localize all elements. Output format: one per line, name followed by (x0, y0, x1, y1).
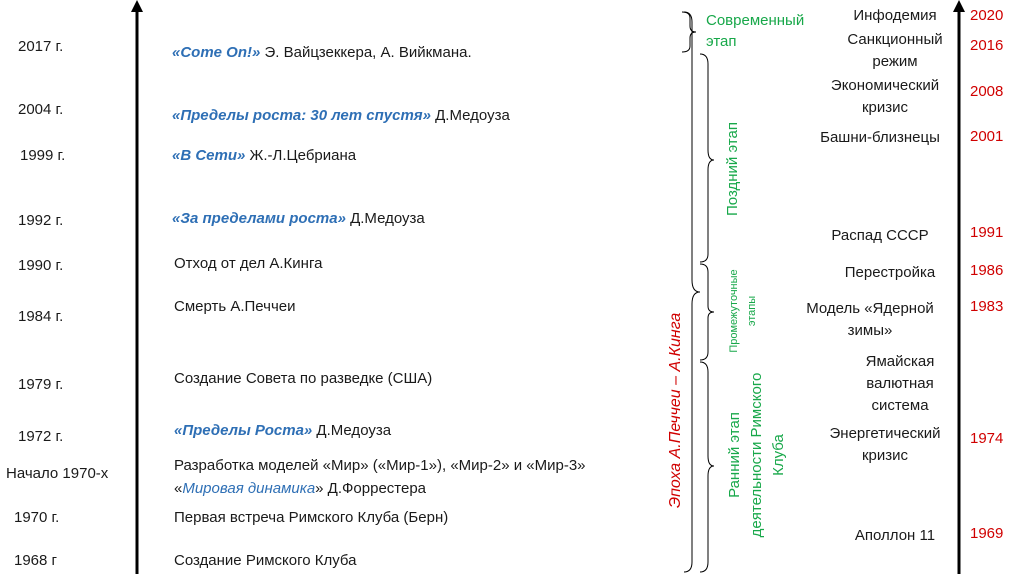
world-event: Ямайская валютная система (865, 353, 935, 414)
year-label: 1979 г. (18, 376, 64, 393)
modern-stage-label: Современный этап (706, 12, 805, 50)
book-title: «В Сети» (172, 147, 246, 164)
event-text: Разработка моделей «Мир» («Мир-1»), «Мир-2» и «Мир-3» (174, 457, 586, 474)
book-title: «Come On!» (172, 44, 261, 61)
event-text (172, 210, 425, 227)
era-label: Эпоха А.Печчеи – А.Кинга (667, 312, 684, 508)
quote-open: « (174, 480, 183, 497)
event-text: Смерть А.Печчеи (174, 298, 296, 315)
world-event: Санкционный режим (847, 31, 943, 70)
event-text (172, 44, 472, 61)
year-label: 2004 г. (18, 101, 64, 118)
era-brace (684, 12, 700, 572)
year-label: 1968 г (14, 552, 58, 569)
world-event: Башни-близнецы (820, 129, 940, 146)
event-text: Отход от дел А.Кинга (174, 255, 323, 272)
event-text (174, 480, 426, 497)
world-event: Инфодемия (853, 7, 937, 24)
late-stage-label: Поздний этап (724, 122, 741, 216)
world-event-year: 2020 (970, 7, 1004, 24)
event-text (172, 147, 356, 164)
year-label: Начало 1970-х (6, 465, 109, 482)
book-title: «Пределы Роста» (174, 422, 313, 439)
book-title: «Пределы роста: 30 лет спустя» (172, 107, 431, 124)
event-rest: Д.Медоуза (430, 107, 510, 124)
world-event-year: 2008 (970, 83, 1004, 100)
event-text: Создание Римского Клуба (174, 552, 357, 569)
modern-brace (682, 12, 696, 52)
early-stage-label: Ранний этап деятельности Римского Клуба (726, 372, 787, 538)
early-brace (700, 362, 714, 572)
world-event-year: 1986 (970, 262, 1004, 279)
event-rest: Д.Медоуза (345, 210, 425, 227)
year-label: 1970 г. (14, 509, 60, 526)
world-event-year: 1983 (970, 298, 1004, 315)
event-rest: Э. Вайцзеккера, А. Вийкмана. (260, 44, 472, 61)
intermediate-brace (700, 264, 714, 360)
event-text: Первая встреча Римского Клуба (Берн) (174, 509, 449, 526)
late-brace (700, 54, 714, 262)
world-event-year: 2001 (970, 128, 1004, 145)
event-rest: Ж.-Л.Цебриана (245, 147, 357, 164)
book-title: Мировая динамика (182, 480, 316, 497)
intermediate-stage-label: Промежуточные этапы (728, 269, 758, 353)
event-rest: » Д.Форрестера (315, 480, 427, 497)
year-label: 1990 г. (18, 257, 64, 274)
year-label: 1984 г. (18, 308, 64, 325)
world-event-year: 2016 (970, 37, 1004, 54)
year-label: 1999 г. (20, 147, 66, 164)
year-label: 2017 г. (18, 38, 64, 55)
event-rest: Д.Медоуза (312, 422, 392, 439)
world-event: Аполлон 11 (854, 527, 936, 544)
world-event: Экономический кризис (830, 77, 940, 116)
world-event: Перестройка (844, 264, 936, 281)
year-label: 1992 г. (18, 212, 64, 229)
world-event: Модель «Ядерной зимы» (806, 300, 934, 339)
book-title: «За пределами роста» (172, 210, 346, 227)
left-axis-arrow (131, 0, 143, 12)
event-text (172, 107, 510, 124)
world-event-year: 1969 (970, 525, 1004, 542)
event-text (174, 422, 391, 439)
event-text: Создание Совета по разведке (США) (174, 370, 433, 387)
year-label: 1972 г. (18, 428, 64, 445)
world-event-year: 1991 (970, 224, 1004, 241)
world-event: Энергетический кризис (829, 425, 941, 464)
world-event-year: 1974 (970, 430, 1004, 447)
world-event: Распад СССР (831, 227, 929, 244)
